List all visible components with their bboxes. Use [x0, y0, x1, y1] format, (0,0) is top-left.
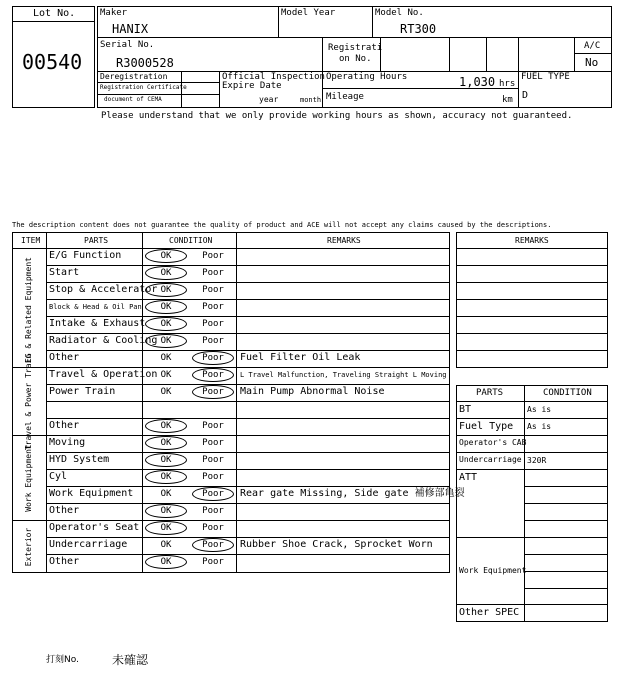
col-condition: CONDITION: [169, 236, 213, 245]
reg-cert-label: Registration Certificate: [100, 84, 187, 91]
poor-option[interactable]: Poor: [192, 351, 234, 365]
ok-option[interactable]: OK: [145, 334, 187, 348]
part-label: Moving: [49, 437, 86, 448]
poor-option[interactable]: Poor: [192, 538, 234, 552]
poor-option[interactable]: Poor: [202, 268, 224, 278]
cema-label: document of CEMA: [104, 96, 162, 103]
part-label: Operator's Seat: [49, 522, 140, 533]
inspection-label-1: Official Inspection: [222, 72, 325, 82]
part-label: Intake & Exhaust: [49, 318, 146, 329]
poor-option[interactable]: Poor: [202, 506, 224, 516]
group-travel: Travel & Power Train: [24, 353, 33, 451]
group-work: Work Equipment: [24, 444, 33, 512]
dereg-label: Deregistration: [100, 72, 168, 81]
ok-option[interactable]: OK: [145, 436, 187, 450]
col-parts: PARTS: [84, 236, 109, 245]
poor-option[interactable]: Poor: [202, 285, 224, 295]
model-no-value: RT300: [400, 22, 437, 36]
ok-option[interactable]: OK: [145, 317, 187, 331]
lot-divider: [12, 21, 95, 22]
ok-option[interactable]: OK: [145, 283, 187, 297]
fuel-type-label: FUEL TYPE: [521, 72, 570, 82]
spec-part: Work Equipment: [459, 565, 527, 575]
mileage-label: Mileage: [326, 92, 364, 102]
col-remarks: REMARKS: [327, 236, 361, 245]
ac-label: A/C: [584, 41, 601, 51]
model-no-label: Model No.: [375, 8, 424, 18]
fuel-type-value: D: [522, 90, 529, 101]
part-label: E/G Function: [49, 250, 122, 261]
hours-notice: Please understand that we only provide working hours as shown, accuracy not guaranteed.: [101, 111, 573, 121]
remark-text: L Travel Malfunction, Traveling Straight L Moving: [240, 371, 447, 379]
ok-option[interactable]: OK: [160, 540, 172, 550]
remark-text: Rubber Shoe Crack, Sprocket Worn: [240, 539, 433, 550]
poor-option[interactable]: Poor: [202, 455, 224, 465]
lot-number: 00540: [22, 50, 83, 74]
op-hours-label: Operating Hours: [326, 72, 408, 82]
poor-option[interactable]: Poor: [202, 438, 224, 448]
maker-value: HANIX: [112, 22, 149, 36]
serial-value: R3000528: [116, 56, 174, 70]
part-label: Start: [49, 267, 80, 278]
part-label: Other: [49, 556, 80, 567]
poor-option[interactable]: Poor: [202, 251, 224, 261]
part-label: Block & Head & Oil Pan: [49, 303, 142, 311]
ok-option[interactable]: OK: [160, 489, 172, 499]
part-label: Other: [49, 505, 80, 516]
poor-option[interactable]: Poor: [192, 368, 234, 382]
spec-part: Undercarriage: [459, 455, 522, 464]
poor-option[interactable]: Poor: [202, 421, 224, 431]
part-label: Other: [49, 352, 80, 363]
remark-text: Main Pump Abnormal Noise: [240, 386, 385, 397]
part-label: Stop & Accelerator: [49, 284, 158, 295]
remark-text: Rear gate Missing, Side gate 補修部亀裂: [240, 488, 465, 499]
inspection-label-2: Expire Date: [222, 81, 282, 91]
ok-option[interactable]: OK: [145, 504, 187, 518]
model-year-label: Model Year: [281, 8, 336, 18]
ok-option[interactable]: OK: [145, 470, 187, 484]
col-item: ITEM: [21, 236, 41, 245]
disclaimer: The description content does not guarantee the quality of product and ACE will not accept any claims caused by the descriptions.: [12, 221, 552, 229]
ok-option[interactable]: OK: [160, 353, 172, 363]
stamp-label: 打刻No.: [46, 655, 79, 665]
poor-option[interactable]: Poor: [202, 319, 224, 329]
part-label: Power Train: [49, 386, 116, 397]
ok-option[interactable]: OK: [145, 266, 187, 280]
op-hours-value: 1,030: [459, 75, 496, 89]
ok-option[interactable]: OK: [160, 387, 172, 397]
ok-option[interactable]: OK: [145, 300, 187, 314]
lot-label: Lot No.: [33, 8, 76, 19]
ok-option[interactable]: OK: [160, 370, 172, 380]
spec-part: Operator's CAB: [459, 438, 527, 447]
ok-option[interactable]: OK: [145, 453, 187, 467]
part-label: HYD System: [49, 454, 110, 465]
stamp-value: 未確認: [112, 653, 149, 667]
spec-value: 320R: [527, 456, 547, 465]
hrs-label: hrs: [499, 79, 516, 89]
registration-label-1: Registrati: [328, 43, 383, 53]
month-label: month: [300, 96, 322, 104]
ok-option[interactable]: OK: [145, 249, 187, 263]
remark-text: Fuel Filter Oil Leak: [240, 352, 361, 363]
part-label: Undercarriage: [49, 539, 128, 550]
group-exterior: Exterior: [24, 527, 33, 567]
ok-option[interactable]: OK: [145, 521, 187, 535]
year-label: year: [259, 95, 279, 104]
part-label: Travel & Operation: [49, 369, 158, 380]
spec-part: Other SPEC: [459, 607, 520, 618]
group-eg: EG & Related Equipment: [24, 257, 33, 363]
spec-part: BT: [459, 404, 472, 415]
spec-col-condition: CONDITION: [543, 388, 592, 398]
spec-part: ATT: [459, 472, 478, 483]
registration-label-2: on No.: [339, 54, 372, 64]
poor-option[interactable]: Poor: [202, 336, 224, 346]
spec-col-parts: PARTS: [476, 388, 504, 398]
part-label: Radiator & Cooling: [49, 335, 158, 346]
poor-option[interactable]: Poor: [192, 385, 234, 399]
spec-value: As is: [527, 422, 552, 431]
poor-option[interactable]: Poor: [202, 472, 224, 482]
poor-option[interactable]: Poor: [202, 523, 224, 533]
spec-value: As is: [527, 405, 552, 414]
part-label: Cyl: [49, 471, 68, 482]
poor-option[interactable]: Poor: [202, 302, 224, 312]
poor-option[interactable]: Poor: [192, 487, 234, 501]
part-label: Work Equipment: [49, 488, 134, 499]
part-label: Other: [49, 420, 80, 431]
ac-value: No: [585, 56, 599, 69]
km-label: km: [502, 95, 513, 105]
maker-label: Maker: [100, 8, 128, 18]
ok-option[interactable]: OK: [145, 419, 187, 433]
spec-part: Fuel Type: [459, 421, 514, 432]
ok-option[interactable]: OK: [145, 555, 187, 569]
serial-label: Serial No.: [100, 40, 155, 50]
remarks-box-title: REMARKS: [515, 236, 549, 245]
poor-option[interactable]: Poor: [202, 557, 224, 567]
